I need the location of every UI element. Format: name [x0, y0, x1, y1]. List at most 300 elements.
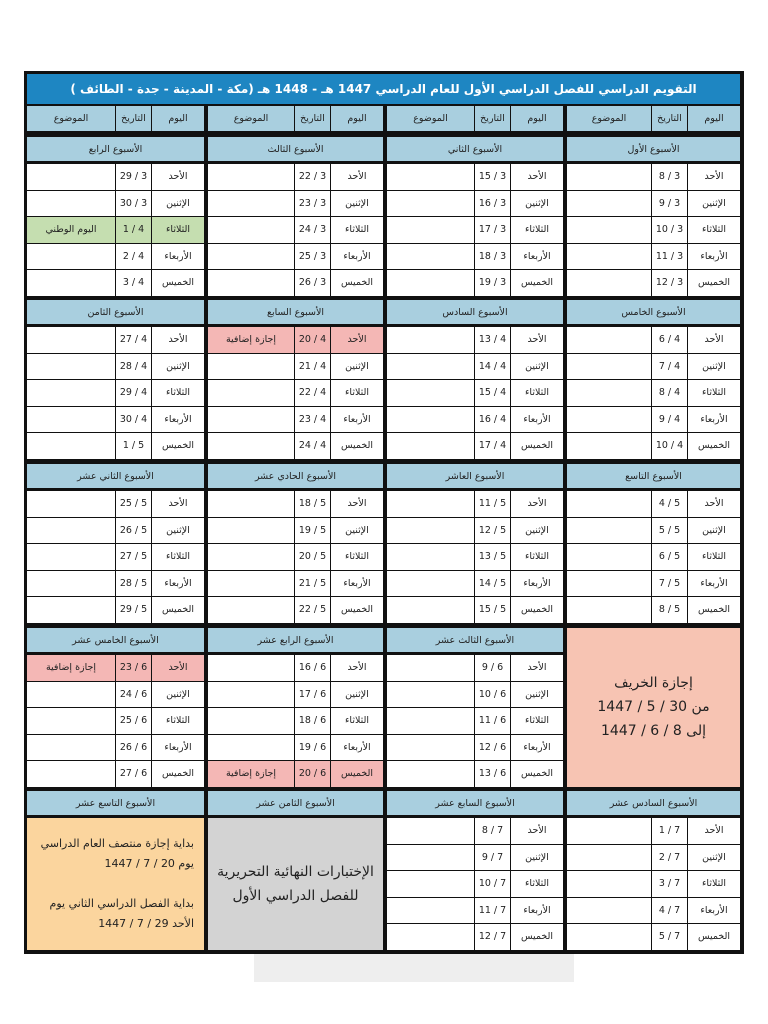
date-cell: 7 / 5 — [652, 924, 687, 950]
topic-cell — [567, 571, 651, 597]
topic-cell — [387, 597, 474, 623]
topic-cell — [567, 818, 651, 844]
week-name: الأسبوع الثاني — [387, 137, 563, 161]
day-cell: الأربعاء — [331, 571, 383, 597]
week-name: الأسبوع الحادي عشر — [208, 464, 383, 488]
date-cell: 6 / 26 — [116, 735, 151, 761]
day-cell: الأحد — [511, 327, 563, 353]
date-cell: 4 / 1 — [116, 217, 151, 243]
date-cell: 3 / 17 — [475, 217, 510, 243]
day-cell: الخميس — [331, 597, 383, 623]
day-cell: الأحد — [152, 164, 204, 190]
week-name: الأسبوع الرابع — [27, 137, 204, 161]
topic-cell — [387, 191, 474, 217]
topic-cell — [27, 682, 115, 708]
date-cell: 7 / 12 — [475, 924, 510, 950]
topic-cell — [387, 407, 474, 433]
date-cell: 5 / 15 — [475, 597, 510, 623]
date-cell: 5 / 4 — [652, 491, 687, 517]
topic-cell: إجازة إضافية — [208, 761, 294, 787]
topic-cell — [387, 217, 474, 243]
day-cell: الإثنين — [511, 845, 563, 871]
day-cell: الثلاثاء — [688, 217, 740, 243]
day-cell: الخميس — [511, 433, 563, 459]
topic-cell — [27, 708, 115, 734]
date-cell: 6 / 20 — [295, 761, 330, 787]
day-cell: الثلاثاء — [152, 544, 204, 570]
topic-cell — [387, 244, 474, 270]
day-cell: الخميس — [511, 270, 563, 296]
week-name: الأسبوع السابع — [208, 300, 383, 324]
day-cell: الإثنين — [331, 682, 383, 708]
topic-cell — [208, 433, 294, 459]
topic-cell — [387, 164, 474, 190]
day-cell: الثلاثاء — [511, 544, 563, 570]
topic-cell — [208, 597, 294, 623]
day-cell: الأربعاء — [511, 898, 563, 924]
day-cell: الثلاثاء — [331, 380, 383, 406]
day-cell: الخميس — [688, 270, 740, 296]
day-cell: الأربعاء — [152, 244, 204, 270]
date-cell: 5 / 12 — [475, 518, 510, 544]
day-cell: الإثنين — [152, 354, 204, 380]
topic-cell — [208, 270, 294, 296]
day-cell: الأربعاء — [331, 407, 383, 433]
topic-cell — [27, 270, 115, 296]
date-cell: 6 / 27 — [116, 761, 151, 787]
date-cell: 3 / 11 — [652, 244, 687, 270]
day-cell: الأربعاء — [511, 571, 563, 597]
day-cell: الأحد — [511, 818, 563, 844]
date-cell: 3 / 30 — [116, 191, 151, 217]
topic-cell — [387, 655, 474, 681]
date-cell: 5 / 19 — [295, 518, 330, 544]
week-name: الأسبوع العاشر — [387, 464, 563, 488]
topic-cell — [208, 491, 294, 517]
date-cell: 3 / 19 — [475, 270, 510, 296]
topic-cell — [208, 244, 294, 270]
midyear-line: بداية الفصل الدراسي الثاني يوم — [49, 896, 194, 910]
date-cell: 4 / 14 — [475, 354, 510, 380]
topic-cell — [567, 164, 651, 190]
day-cell: الخميس — [688, 924, 740, 950]
date-cell: 6 / 9 — [475, 655, 510, 681]
topic-cell — [567, 217, 651, 243]
topic-cell — [27, 354, 115, 380]
topic-cell — [567, 191, 651, 217]
topic-cell — [208, 682, 294, 708]
topic-cell — [567, 244, 651, 270]
day-cell: الإثنين — [688, 354, 740, 380]
topic-cell — [567, 871, 651, 897]
topic-cell — [387, 818, 474, 844]
day-cell: الإثنين — [152, 682, 204, 708]
day-cell: الأحد — [152, 491, 204, 517]
date-cell: 5 / 11 — [475, 491, 510, 517]
header-topic: الموضوع — [387, 106, 474, 131]
day-cell: الأربعاء — [511, 735, 563, 761]
header-day: اليوم — [511, 106, 563, 131]
day-cell: الأحد — [331, 327, 383, 353]
topic-cell — [208, 164, 294, 190]
topic-cell — [387, 270, 474, 296]
date-cell: 4 / 30 — [116, 407, 151, 433]
date-cell: 4 / 21 — [295, 354, 330, 380]
topic-cell — [27, 544, 115, 570]
week-name: الأسبوع السادس عشر — [567, 791, 740, 815]
topic-cell — [567, 354, 651, 380]
topic-cell — [567, 544, 651, 570]
date-cell: 5 / 21 — [295, 571, 330, 597]
day-cell: الخميس — [331, 761, 383, 787]
topic-cell — [27, 244, 115, 270]
topic-cell — [27, 761, 115, 787]
date-cell: 4 / 17 — [475, 433, 510, 459]
midyear-line: بداية إجازة منتصف العام الدراسي — [40, 836, 194, 850]
midyear-line — [191, 874, 195, 894]
day-cell: الأحد — [688, 164, 740, 190]
date-cell: 4 / 28 — [116, 354, 151, 380]
topic-cell — [27, 380, 115, 406]
day-cell: الأحد — [331, 655, 383, 681]
date-cell: 7 / 1 — [652, 818, 687, 844]
date-cell: 5 / 29 — [116, 597, 151, 623]
topic-cell — [387, 433, 474, 459]
day-cell: الخميس — [152, 761, 204, 787]
topic-cell — [387, 491, 474, 517]
footer-bar — [254, 954, 574, 982]
week-name: الأسبوع الثالث عشر — [387, 628, 563, 652]
date-cell: 6 / 24 — [116, 682, 151, 708]
autumn-break-line: إجازة الخريف — [614, 675, 693, 692]
header-day: اليوم — [331, 106, 383, 131]
topic-cell: إجازة إضافية — [208, 327, 294, 353]
date-cell: 6 / 19 — [295, 735, 330, 761]
topic-cell — [567, 407, 651, 433]
date-cell: 4 / 9 — [652, 407, 687, 433]
date-cell: 7 / 10 — [475, 871, 510, 897]
topic-cell — [387, 682, 474, 708]
day-cell: الإثنين — [511, 518, 563, 544]
topic-cell — [387, 898, 474, 924]
day-cell: الأربعاء — [511, 407, 563, 433]
topic-cell — [567, 327, 651, 353]
day-cell: الإثنين — [511, 682, 563, 708]
date-cell: 4 / 16 — [475, 407, 510, 433]
topic-cell — [567, 597, 651, 623]
day-cell: الأحد — [152, 655, 204, 681]
date-cell: 6 / 23 — [116, 655, 151, 681]
date-cell: 4 / 3 — [116, 270, 151, 296]
date-cell: 3 / 18 — [475, 244, 510, 270]
day-cell: الأحد — [688, 491, 740, 517]
autumn-break-box — [567, 628, 740, 787]
date-cell: 5 / 22 — [295, 597, 330, 623]
topic-cell — [27, 571, 115, 597]
day-cell: الخميس — [511, 597, 563, 623]
day-cell: الثلاثاء — [152, 380, 204, 406]
topic-cell — [208, 544, 294, 570]
topic-cell: اليوم الوطني — [27, 217, 115, 243]
topic-cell — [567, 433, 651, 459]
day-cell: الأربعاء — [152, 571, 204, 597]
topic-cell — [387, 761, 474, 787]
date-cell: 5 / 27 — [116, 544, 151, 570]
week-name: الأسبوع الثامن عشر — [208, 791, 383, 815]
header-date: التاريخ — [652, 106, 687, 131]
exams-line: الإختبارات النهائية التحريرية — [217, 863, 374, 880]
day-cell: الخميس — [331, 270, 383, 296]
topic-cell — [27, 491, 115, 517]
day-cell: الإثنين — [331, 518, 383, 544]
topic-cell — [567, 380, 651, 406]
topic-cell — [567, 270, 651, 296]
week-name: الأسبوع الأول — [567, 137, 740, 161]
date-cell: 4 / 20 — [295, 327, 330, 353]
day-cell: الثلاثاء — [688, 544, 740, 570]
date-cell: 4 / 10 — [652, 433, 687, 459]
date-cell: 4 / 29 — [116, 380, 151, 406]
date-cell: 3 / 23 — [295, 191, 330, 217]
day-cell: الإثنين — [331, 354, 383, 380]
week-name: الأسبوع الثالث — [208, 137, 383, 161]
day-cell: الأربعاء — [688, 244, 740, 270]
topic-cell — [208, 380, 294, 406]
date-cell: 5 / 1 — [116, 433, 151, 459]
date-cell: 4 / 15 — [475, 380, 510, 406]
week-name: الأسبوع الرابع عشر — [208, 628, 383, 652]
header-topic: الموضوع — [27, 106, 115, 131]
day-cell: الثلاثاء — [331, 708, 383, 734]
date-cell: 3 / 26 — [295, 270, 330, 296]
header-topic: الموضوع — [567, 106, 651, 131]
topic-cell — [208, 655, 294, 681]
topic-cell — [208, 518, 294, 544]
topic-cell — [387, 735, 474, 761]
date-cell: 3 / 22 — [295, 164, 330, 190]
header-topic: الموضوع — [208, 106, 294, 131]
day-cell: الأربعاء — [688, 407, 740, 433]
topic-cell — [387, 571, 474, 597]
topic-cell — [387, 518, 474, 544]
topic-cell — [27, 191, 115, 217]
topic-cell — [208, 191, 294, 217]
day-cell: الثلاثاء — [511, 380, 563, 406]
topic-cell — [27, 518, 115, 544]
date-cell: 7 / 8 — [475, 818, 510, 844]
date-cell: 5 / 13 — [475, 544, 510, 570]
date-cell: 5 / 20 — [295, 544, 330, 570]
date-cell: 6 / 12 — [475, 735, 510, 761]
topic-cell — [27, 407, 115, 433]
header-day: اليوم — [152, 106, 204, 131]
date-cell: 5 / 7 — [652, 571, 687, 597]
date-cell: 6 / 10 — [475, 682, 510, 708]
day-cell: الخميس — [511, 924, 563, 950]
date-cell: 6 / 16 — [295, 655, 330, 681]
topic-cell — [387, 327, 474, 353]
day-cell: الثلاثاء — [688, 380, 740, 406]
date-cell: 6 / 17 — [295, 682, 330, 708]
topic-cell: إجازة إضافية — [27, 655, 115, 681]
header-date: التاريخ — [295, 106, 330, 131]
date-cell: 4 / 8 — [652, 380, 687, 406]
date-cell: 5 / 25 — [116, 491, 151, 517]
topic-cell — [208, 407, 294, 433]
day-cell: الأحد — [688, 327, 740, 353]
topic-cell — [208, 708, 294, 734]
date-cell: 3 / 9 — [652, 191, 687, 217]
header-date: التاريخ — [475, 106, 510, 131]
day-cell: الخميس — [331, 433, 383, 459]
date-cell: 4 / 2 — [116, 244, 151, 270]
day-cell: الثلاثاء — [331, 544, 383, 570]
date-cell: 3 / 12 — [652, 270, 687, 296]
day-cell: الإثنين — [152, 191, 204, 217]
date-cell: 4 / 7 — [652, 354, 687, 380]
date-cell: 3 / 16 — [475, 191, 510, 217]
final-exams-box — [208, 818, 383, 950]
day-cell: الثلاثاء — [331, 217, 383, 243]
date-cell: 5 / 6 — [652, 544, 687, 570]
day-cell: الإثنين — [688, 191, 740, 217]
day-cell: الأربعاء — [152, 735, 204, 761]
date-cell: 6 / 13 — [475, 761, 510, 787]
midyear-line: يوم 20 / 7 / 1447 — [104, 856, 194, 870]
day-cell: الأحد — [511, 491, 563, 517]
date-cell: 4 / 27 — [116, 327, 151, 353]
autumn-break-line: من 30 / 5 / 1447 — [597, 699, 710, 716]
day-cell: الثلاثاء — [511, 217, 563, 243]
date-cell: 3 / 25 — [295, 244, 330, 270]
day-cell: الإثنين — [152, 518, 204, 544]
week-name: الأسبوع الثاني عشر — [27, 464, 204, 488]
header-date: التاريخ — [116, 106, 151, 131]
day-cell: الأربعاء — [511, 244, 563, 270]
topic-cell — [208, 735, 294, 761]
topic-cell — [27, 327, 115, 353]
topic-cell — [387, 708, 474, 734]
date-cell: 3 / 15 — [475, 164, 510, 190]
topic-cell — [27, 433, 115, 459]
date-cell: 4 / 22 — [295, 380, 330, 406]
day-cell: الخميس — [688, 433, 740, 459]
date-cell: 4 / 6 — [652, 327, 687, 353]
week-name: الأسبوع التاسع عشر — [27, 791, 204, 815]
day-cell: الخميس — [152, 597, 204, 623]
day-cell: الأحد — [331, 164, 383, 190]
day-cell: الثلاثاء — [511, 708, 563, 734]
autumn-break-line: إلى 8 / 6 / 1447 — [601, 723, 707, 740]
topic-cell — [27, 735, 115, 761]
header-day: اليوم — [688, 106, 740, 131]
date-cell: 7 / 9 — [475, 845, 510, 871]
week-name: الأسبوع الثامن — [27, 300, 204, 324]
topic-cell — [567, 518, 651, 544]
day-cell: الثلاثاء — [152, 708, 204, 734]
topic-cell — [387, 544, 474, 570]
week-name: الأسبوع التاسع — [567, 464, 740, 488]
topic-cell — [387, 354, 474, 380]
date-cell: 3 / 8 — [652, 164, 687, 190]
day-cell: الأحد — [688, 818, 740, 844]
topic-cell — [387, 924, 474, 950]
topic-cell — [567, 898, 651, 924]
topic-cell — [387, 845, 474, 871]
date-cell: 6 / 18 — [295, 708, 330, 734]
date-cell: 5 / 28 — [116, 571, 151, 597]
date-cell: 7 / 11 — [475, 898, 510, 924]
day-cell: الإثنين — [511, 354, 563, 380]
date-cell: 4 / 24 — [295, 433, 330, 459]
week-name: الأسبوع السابع عشر — [387, 791, 563, 815]
day-cell: الأحد — [152, 327, 204, 353]
date-cell: 5 / 5 — [652, 518, 687, 544]
topic-cell — [27, 597, 115, 623]
day-cell: الإثنين — [688, 518, 740, 544]
day-cell: الإثنين — [511, 191, 563, 217]
midyear-break-box — [27, 818, 204, 950]
date-cell: 5 / 14 — [475, 571, 510, 597]
day-cell: الأحد — [511, 164, 563, 190]
day-cell: الثلاثاء — [152, 217, 204, 243]
topic-cell — [387, 871, 474, 897]
topic-cell — [208, 217, 294, 243]
date-cell: 7 / 3 — [652, 871, 687, 897]
week-name: الأسبوع الخامس عشر — [27, 628, 204, 652]
date-cell: 7 / 2 — [652, 845, 687, 871]
day-cell: الإثنين — [331, 191, 383, 217]
topic-cell — [567, 924, 651, 950]
date-cell: 3 / 29 — [116, 164, 151, 190]
topic-cell — [27, 164, 115, 190]
day-cell: الخميس — [688, 597, 740, 623]
week-name: الأسبوع الخامس — [567, 300, 740, 324]
day-cell: الأربعاء — [688, 898, 740, 924]
date-cell: 7 / 4 — [652, 898, 687, 924]
calendar-title: التقويم الدراسي للفصل الدراسي الأول للعام الدراسي 1447 هـ - 1448 هـ (مكة - المدينة - جدة - الطائف ) — [27, 74, 740, 104]
topic-cell — [208, 354, 294, 380]
day-cell: الخميس — [152, 433, 204, 459]
day-cell: الثلاثاء — [688, 871, 740, 897]
day-cell: الأحد — [331, 491, 383, 517]
day-cell: الأربعاء — [152, 407, 204, 433]
date-cell: 4 / 23 — [295, 407, 330, 433]
week-name: الأسبوع السادس — [387, 300, 563, 324]
date-cell: 5 / 18 — [295, 491, 330, 517]
date-cell: 5 / 26 — [116, 518, 151, 544]
date-cell: 3 / 10 — [652, 217, 687, 243]
academic-calendar — [24, 71, 744, 954]
midyear-line: الأحد 29 / 7 / 1447 — [98, 916, 194, 930]
date-cell: 4 / 13 — [475, 327, 510, 353]
day-cell: الثلاثاء — [511, 871, 563, 897]
date-cell: 6 / 25 — [116, 708, 151, 734]
date-cell: 5 / 8 — [652, 597, 687, 623]
topic-cell — [567, 845, 651, 871]
day-cell: الخميس — [511, 761, 563, 787]
day-cell: الأربعاء — [331, 735, 383, 761]
date-cell: 3 / 24 — [295, 217, 330, 243]
day-cell: الأربعاء — [688, 571, 740, 597]
date-cell: 6 / 11 — [475, 708, 510, 734]
day-cell: الخميس — [152, 270, 204, 296]
topic-cell — [387, 380, 474, 406]
exams-line: للفصل الدراسي الأول — [232, 887, 359, 904]
day-cell: الأربعاء — [331, 244, 383, 270]
topic-cell — [567, 491, 651, 517]
day-cell: الإثنين — [688, 845, 740, 871]
